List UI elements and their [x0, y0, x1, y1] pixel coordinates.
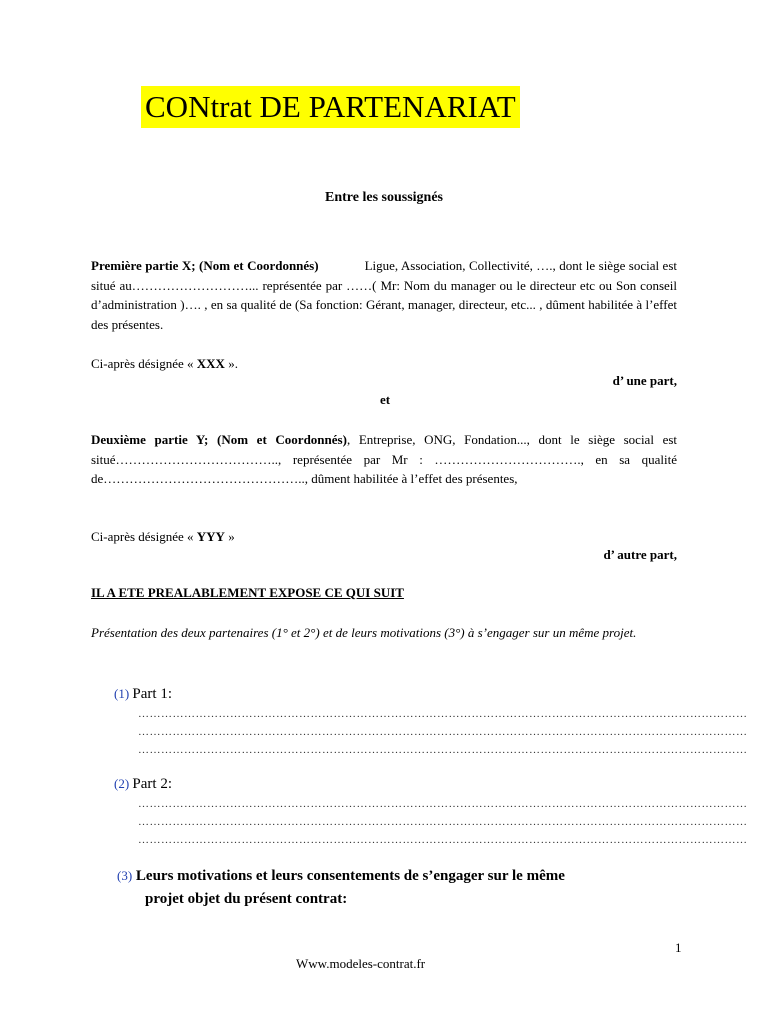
party2-designation: Ci-après désignée « YYY » — [91, 529, 235, 544]
party1-part-label: d’ une part, — [612, 373, 677, 388]
footer-website: Www.modeles-contrat.fr — [296, 956, 426, 971]
dotted-line: …………………………………………………………………………………………………………………………………………… — [138, 708, 748, 720]
party1-text: Ligue, Association, Collectivité, …., dont le siège social est situé au………………………... représentée par ……( Mr: Nom du manager ou le directeur etc ou Son conseil d’administration )…. , en sa qualité de (Sa fonction: Gérant, manager, directeur, etc... , dûment habilitée à l’effet des présentes. — [91, 258, 678, 332]
item-number: (1) — [114, 686, 130, 701]
and-separator: et — [380, 392, 391, 407]
dotted-line: …………………………………………………………………………………………………………………………………………… — [138, 834, 748, 846]
dotted-line: …………………………………………………………………………………………………………………………………………… — [138, 816, 748, 828]
item-part1 — [114, 686, 172, 703]
intro-text: Présentation des deux partenaires (1° et 2°) et de leurs motivations (3°) à s’engager sur un même projet. — [91, 625, 637, 640]
dotted-line: …………………………………………………………………………………………………………………………………………… — [138, 798, 748, 810]
item-motivations — [117, 864, 677, 911]
item-label: Part 2: — [132, 776, 173, 792]
subtitle: Entre les soussignés — [325, 190, 443, 205]
party1-code: XXX — [196, 356, 225, 371]
item-number: (3) — [117, 868, 133, 883]
dotted-line: …………………………………………………………………………………………………………………………………………… — [138, 744, 748, 756]
document-title: CONtrat DE PARTENARIAT — [141, 86, 520, 128]
party2-paragraph — [91, 430, 677, 489]
item-part2 — [114, 776, 172, 793]
party2-text: , Entreprise, ONG, Fondation..., dont le siège social est situé……………………………….., représentée par Mr : ……………………………., en sa qualité de……………………………………….., dûment habilitée à l’effet des présentes, — [91, 432, 678, 486]
party1-designation: Ci-après désignée « XXX ». — [91, 356, 238, 371]
party2-label: Deuxième partie Y; (Nom et Coordonnés) — [91, 432, 347, 447]
section-heading: IL A ETE PREALABLEMENT EXPOSE CE QUI SUIT — [91, 585, 404, 600]
dotted-line: …………………………………………………………………………………………………………………………………………… — [138, 726, 748, 738]
party1-paragraph — [91, 256, 677, 334]
item-label: Leurs motivations et leurs consentements de s’engager sur le même — [135, 868, 565, 884]
party2-part-label: d’ autre part, — [603, 547, 677, 562]
party2-code: YYY — [196, 529, 225, 544]
party1-label: Première partie X; (Nom et Coordonnés) — [91, 258, 319, 273]
item-label: Part 1: — [132, 686, 173, 702]
page-number: 1 — [675, 940, 682, 955]
item-label-continued: projet objet du présent contrat: — [145, 891, 348, 907]
item-number: (2) — [114, 776, 130, 791]
